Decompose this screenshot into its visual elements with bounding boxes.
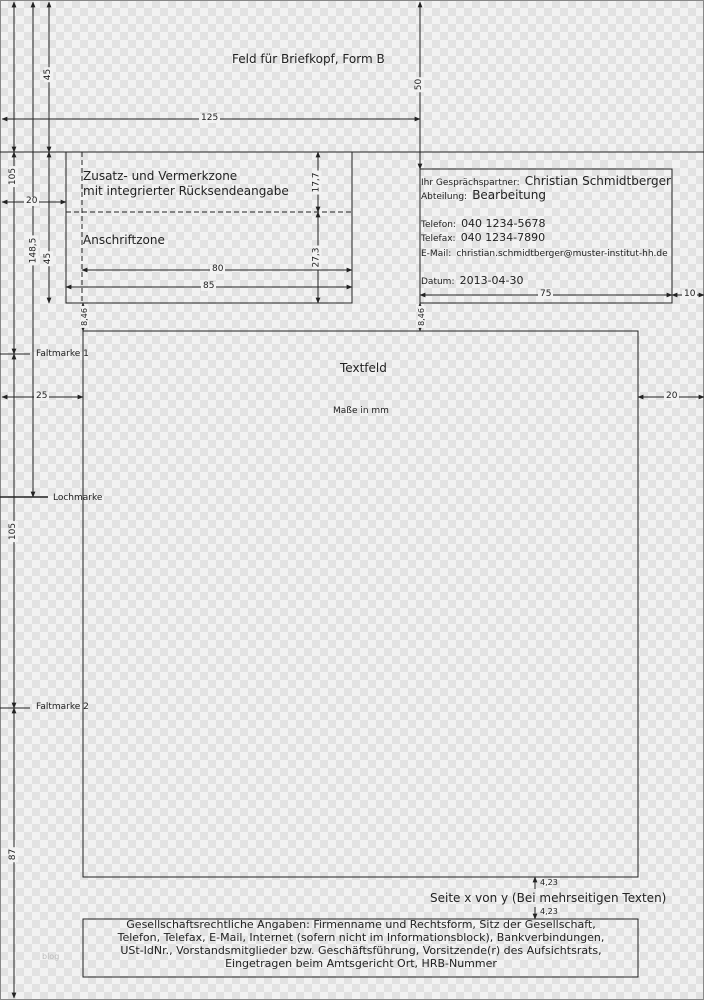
footer-line-2: Telefon, Telefax, E-Mail, Internet (sofern nicht im Informationsblock), Bankverbindungen, <box>117 931 605 944</box>
units-note: Maße in mm <box>333 406 389 416</box>
dim-25: 25 <box>36 391 48 401</box>
dim-8-46-right: 8,46 <box>416 308 426 326</box>
dim-85: 85 <box>203 281 215 291</box>
phone-label: Telefon: <box>421 220 456 230</box>
footer-legal-info <box>84 918 638 970</box>
email-label: E-Mail: <box>421 249 452 259</box>
footer-line-1: Gesellschaftsrechtliche Angaben: Firmenname und Rechtsform, Sitz der Gesellschaft, <box>126 918 596 931</box>
letterhead-title: Feld für Briefkopf, Form B <box>232 52 385 66</box>
dim-45-window: 45 <box>43 252 54 265</box>
dim-10: 10 <box>684 289 696 299</box>
date-label: Datum: <box>421 277 455 287</box>
zone-note-line1: Zusatz- und Vermerkzone <box>83 169 238 183</box>
footer-line-3: USt-IdNr., Vorstandsmitglieder bzw. Geschäftsführung, Vorsitzende(r) des Aufsichtsrats, <box>120 944 602 957</box>
dim-148-5: 148,5 <box>28 237 39 264</box>
fold-mark-1-label: Faltmarke 1 <box>36 349 89 359</box>
text-field-title: Textfeld <box>340 361 387 375</box>
fold-mark-2-label: Faltmarke 2 <box>36 702 89 712</box>
dim-27-3: 27,3 <box>311 247 322 268</box>
dim-8-46-left: 8,46 <box>79 308 89 326</box>
dim-105-mid: 105 <box>8 522 19 541</box>
email-row <box>421 243 668 259</box>
dim-80: 80 <box>212 264 224 274</box>
address-zone-label: Anschriftzone <box>83 233 165 247</box>
dim-75: 75 <box>540 289 552 299</box>
page-number-line: Seite x von y (Bei mehrseitigen Texten) <box>430 891 667 905</box>
date-value: 2013-04-30 <box>459 274 524 287</box>
department-value: Bearbeitung <box>472 188 546 202</box>
dim-50: 50 <box>414 78 425 91</box>
dim-17-7: 17,7 <box>311 172 322 193</box>
fax-value: 040 1234-7890 <box>460 231 546 244</box>
contact-name: Christian Schmidtberger <box>524 174 671 188</box>
dim-87: 87 <box>8 848 19 861</box>
department-label: Abteilung: <box>421 192 468 202</box>
fax-label: Telefax: <box>421 234 456 244</box>
contact-label: Ihr Gesprächspartner: <box>421 178 520 188</box>
department-row <box>421 186 546 202</box>
dim-105-top: 105 <box>8 167 19 186</box>
footer-line-4: Eingetragen beim Amtsgericht Ort, HRB-Nummer <box>225 957 497 970</box>
dim-4-23-b: 4,23 <box>540 907 558 916</box>
dim-20-right: 20 <box>666 391 678 401</box>
dim-125: 125 <box>201 113 219 123</box>
email-value: christian.schmidtberger@muster-institut-hh.de <box>456 249 668 259</box>
phone-value: 040 1234-5678 <box>461 217 546 230</box>
watermark: blog <box>42 952 60 961</box>
dim-4-23-a: 4,23 <box>540 878 558 887</box>
hole-mark-label: Lochmarke <box>53 493 103 503</box>
date-row <box>421 271 524 287</box>
dim-45-top: 45 <box>43 68 54 81</box>
dim-20-left: 20 <box>26 196 38 206</box>
fax-row <box>421 228 545 244</box>
zone-note-line2: mit integrierter Rücksendeangabe <box>83 184 289 198</box>
